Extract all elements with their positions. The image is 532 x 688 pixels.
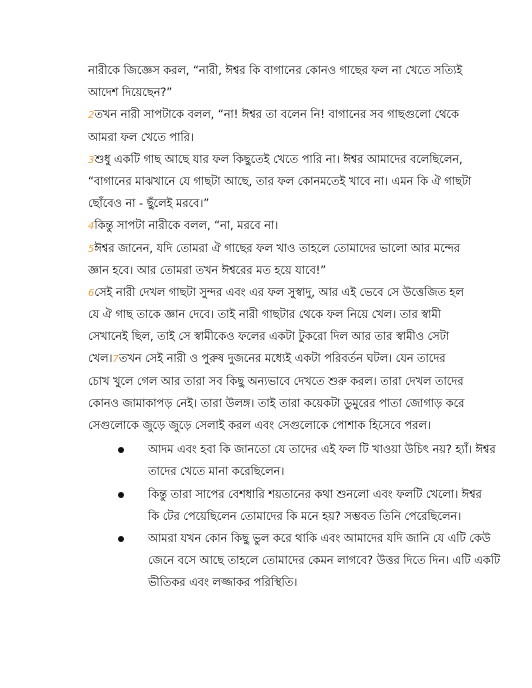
- verse-number: 7: [112, 354, 119, 366]
- paragraph-verse-6: [88, 282, 488, 437]
- bullet-icon: [118, 536, 124, 542]
- text-line: তাদের খেতে মানা করেছিলেন।: [148, 465, 285, 479]
- text-line: কিন্তু তারা সাপের বেশধারি শয়তানের কথা শুনলো এবং ফলটি খেলো। ঈশ্বর: [148, 487, 482, 501]
- verse-number: 5: [88, 243, 95, 255]
- text-line: নারীকে জিজ্ঞেস করল, “নারী, ঈশ্বর কি বাগানের কোনও গাছের ফল না খেতে সত্যিই: [88, 64, 463, 77]
- text-line: কি টের পেয়েছিলেন তোমাদের কি মনে হয়? সম্ভবত তিনি পেরেছিলেন।: [148, 509, 462, 523]
- paragraph-verse-3: [88, 149, 488, 216]
- text-line: সেখানেই ছিল, তাই সে স্বামীকেও ফলের একটা টুকরো দিল আর তার স্বামীও সেটা: [88, 330, 449, 344]
- text-line: সেগুলোকে জুড়ে জুড়ে সেলাই করল এবং সেগুলোকে পোশাক হিসেবে পরল।: [88, 419, 431, 432]
- bullet-icon: [118, 492, 124, 498]
- paragraph-intro: [88, 60, 488, 104]
- text-line: আদম এবং হবা কি জানতো যে তাদের এই ফল টি খাওয়া উচিৎ নয়? হ্যাঁ। ঈশ্বর: [148, 443, 496, 457]
- text-line: জেনে বসে আছে তাহলে তোমাদের কেমন লাগবে? উত্তর দিতে দিন। এটি একটি: [148, 554, 501, 568]
- text-line: তখন নারী সাপটাকে বলল, “না! ঈশ্বর তা বলেন নি! বাগানের সব গাছগুলো থেকে: [94, 108, 459, 122]
- verse-number: 6: [88, 287, 95, 299]
- text-line: তখন সেই নারী ও পুরুষ দুজনের মধ্যেই একটা পরিবর্তন ঘটল। যেন তাদের: [118, 352, 446, 366]
- verse-number: 2: [88, 110, 95, 122]
- text-line: ছোঁবেও না - ছুঁলেই মরবে।”: [88, 197, 210, 211]
- text-line: যে ঐ গাছ তাকে জ্ঞান দেবে। তাই নারী গাছটার থেকে ফল নিয়ে খেল। তার স্বামী: [88, 308, 441, 322]
- paragraph-verse-2: [88, 104, 488, 148]
- text-line: চোখ খুলে গেল আর তারা সব কিছু অন্যভাবে দেখতে শুরু করল। তারা দেখল তাদের: [88, 374, 464, 388]
- document-body: [88, 60, 501, 595]
- text-line: কোনও জামাকাপড় নেই। তারা উলঙ্গ। তাই তারা কয়েকটা ডুমুরের পাতা জোগাড় করে: [88, 396, 465, 410]
- list-item: [118, 439, 496, 483]
- bullet-icon: [118, 447, 124, 453]
- text-line: শুধু একটি গাছ আছে যার ফল কিছুতেই খেতে পারি না। ঈশ্বর আমাদের বলেছিলেন,: [94, 152, 463, 166]
- verse-number: 4: [88, 221, 95, 233]
- text-line: আমরা ফল খেতে পারি।: [88, 130, 194, 144]
- list-item: [118, 528, 501, 595]
- verse-number: 3: [88, 154, 95, 166]
- text-line: আমরা যখন কোন কিছু ভুল করে থাকি এবং আমাদের যদি জানি যে এটি কেউ: [148, 531, 491, 545]
- text-line: ঈশ্বর জানেন, যদি তোমরা ঐ গাছের ফল খাও তাহলে তোমাদের ভালো আর মন্দের: [94, 241, 460, 255]
- text-line: “বাগানের মাঝখানে যে গাছটা আছে, তার ফল কোনমতেই খাবে না। এমন কি ঐ গাছটা: [88, 174, 472, 188]
- text-line: জ্ঞান হবে। আর তোমরা তখন ঈশ্বরের মত হয়ে যাবে!”: [88, 263, 327, 277]
- text-line: খেল।: [88, 352, 113, 366]
- text-line: ভীতিকর এবং লজ্জাকর পরিস্থিতি।: [148, 576, 298, 590]
- paragraph-verse-5: [88, 238, 488, 282]
- text-line: সেই নারী দেখল গাছটা সুন্দর এবং এর ফল সুস্বাদু, আর এই ভেবে সে উত্তেজিত হল: [94, 285, 464, 299]
- text-line: আদেশ দিয়েছেন?”: [88, 86, 173, 100]
- paragraph-verse-4: [88, 215, 488, 237]
- list-item: [118, 484, 488, 528]
- text-line: কিন্তু সাপটা নারীকে বলল, “না, মরবে না।: [94, 219, 279, 233]
- bullet-list: [88, 439, 501, 594]
